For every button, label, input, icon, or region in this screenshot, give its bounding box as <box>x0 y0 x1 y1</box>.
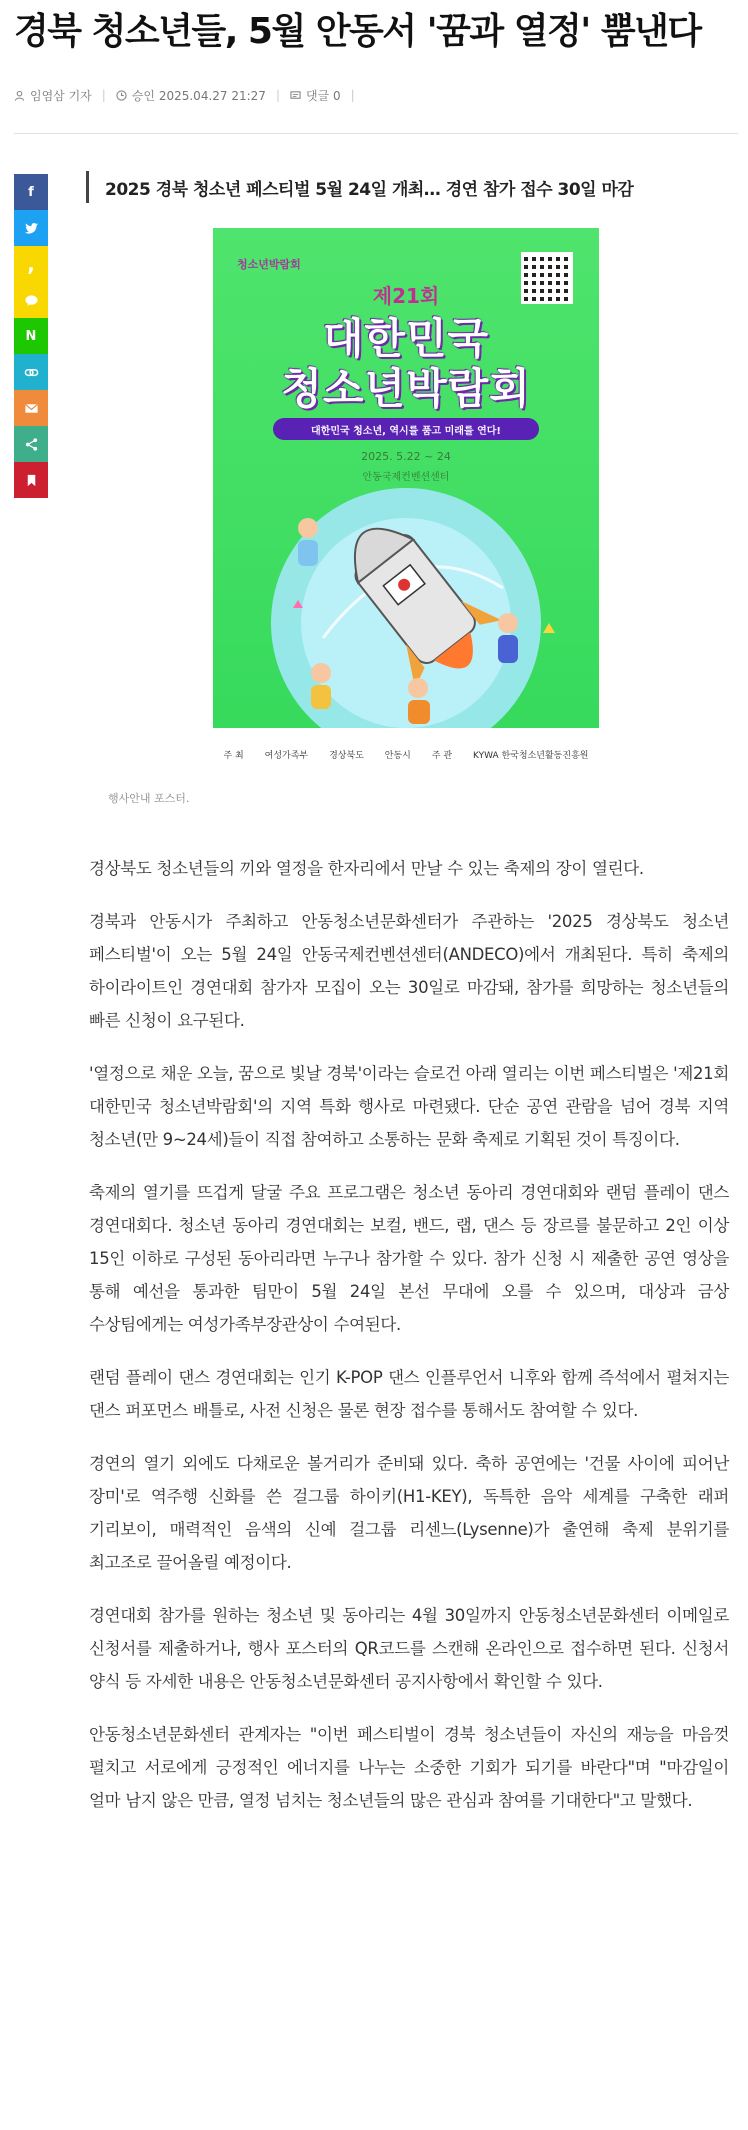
poster-title-line1: 대한민국 <box>322 314 490 363</box>
comments-count: 댓글 0 <box>305 88 341 103</box>
approval-text: 승인 2025.04.27 21:27 <box>131 88 266 103</box>
sponsor-label: 주 최 <box>223 750 244 761</box>
article-paragraph: 경북과 안동시가 주최하고 안동청소년문화센터가 주관하는 '2025 경상북도 청소년 페스티벌'이 오는 5월 24일 안동국제컨벤션센터(ANDECO)에서 개최된다. 특히 축제의 하이라이트인 경연대회 참가자 모집이 오는 30일로 마감돼, 참가를 희망하는 청소년들의 빠른 신청이 요구된다. <box>89 912 729 1030</box>
meta-divider: | <box>275 88 280 102</box>
article-subhead: 2025 경북 청소년 페스티벌 5월 24일 개최… 경연 참가 접수 30일 마감 <box>86 171 633 203</box>
sponsor-logo: 여성가족부 <box>264 750 309 761</box>
kakaotalk-icon <box>24 293 39 308</box>
organizer-logo: KYWA 한국청소년활동진흥원 <box>473 750 589 761</box>
article-paragraph: 경연의 열기 외에도 다채로운 볼거리가 준비돼 있다. 축하 공연에는 '건물 사이에 피어난 장미'로 역주행 신화를 쓴 걸그룹 하이키(H1-KEY), 독특한 음악 세계를 구축한 래퍼 기리보이, 매력적인 음색의 신예 걸그룹 리센느(Lysenne)가 출연해 축제 분위기를 최고조로 끌어올릴 예정이다. <box>89 1454 729 1572</box>
more-share-button[interactable] <box>14 426 48 462</box>
facebook-share-button[interactable] <box>14 174 48 210</box>
kakaostory-icon: , <box>27 252 35 276</box>
naver-band-share-button[interactable] <box>14 318 48 354</box>
article-body <box>89 852 729 1837</box>
poster-sponsors <box>213 728 599 780</box>
poster-logo: 청소년박람회 <box>237 258 301 271</box>
clock-icon <box>116 90 127 101</box>
organizer-label: 주 관 <box>431 750 453 761</box>
article-paragraph: 축제의 열기를 뜨겁게 달굴 주요 프로그램은 청소년 동아리 경연대회와 랜덤 플레이 댄스 경연대회다. 청소년 동아리 경연대회는 보컬, 밴드, 랩, 댄스 등 장르를 불문하고 2인 이상 15인 이하로 구성된 동아리라면 누구나 참가할 수 있다. 참가 신청 시 제출한 공연 영상을 통해 예선을 통과한 팀만이 5월 24일 본선 무대에 오를 수 있으며, 대상과 금상 수상팀에게는 여성가족부장관상이 수여된다. <box>89 1183 729 1334</box>
mail-icon <box>24 401 39 416</box>
link-icon <box>24 365 39 380</box>
email-share-button[interactable] <box>14 390 48 426</box>
copy-link-button[interactable] <box>14 354 48 390</box>
article-paragraph: 랜덤 플레이 댄스 경연대회는 인기 K-POP 댄스 인플루언서 니후와 함께 즉석에서 펼쳐지는 댄스 퍼포먼스 배틀로, 사전 신청은 물론 현장 접수를 통해서도 참여할 수 있다. <box>89 1368 729 1420</box>
article-paragraph: '열정으로 채운 오늘, 꿈으로 빛날 경북'이라는 슬로건 아래 열리는 이번 페스티벌은 '제21회 대한민국 청소년박람회'의 지역 특화 행사로 마련됐다. 단순 공연 관람을 넘어 경북 지역 청소년(만 9~24세)들이 직접 참여하고 소통하는 문화 축제로 기획된 것이 특징이다. <box>89 1064 729 1149</box>
article-meta <box>14 84 365 106</box>
user-icon <box>14 90 25 101</box>
twitter-share-button[interactable] <box>14 210 48 246</box>
article-headline: 경북 청소년들, 5월 안동서 '꿈과 열정' 뿜낸다 <box>14 11 701 52</box>
bookmark-button[interactable] <box>14 462 48 498</box>
event-poster-image <box>213 228 599 780</box>
article-paragraph: 경상북도 청소년들의 끼와 열정을 한자리에서 만날 수 있는 축제의 장이 열린다. <box>89 859 644 878</box>
kakaostory-share-button[interactable] <box>14 246 48 282</box>
bookmark-icon <box>24 473 39 488</box>
meta-divider: | <box>350 88 355 102</box>
poster-slogan: 대한민국 청소년, 역시를 품고 미래를 연다! <box>273 418 539 440</box>
naver-icon: N <box>25 328 37 344</box>
article-paragraph: 안동청소년문화센터 관계자는 "이번 페스티벌이 경북 청소년들이 자신의 재능을 마음껏 펼치고 서로에게 긍정적인 에너지를 나누는 소중한 기회가 되기를 바란다"며 "마감일이 얼마 남지 않은 만큼, 열정 넘치는 청소년들의 많은 관심과 참여를 기대한다"고 말했다. <box>89 1725 729 1810</box>
author-name: 임염삼 기자 <box>30 88 92 103</box>
facebook-icon: f <box>28 184 34 200</box>
poster-dates: 2025. 5.22 ~ 24 <box>361 450 451 463</box>
comments-link[interactable] <box>290 87 341 104</box>
poster-edition: 제21회 <box>372 284 440 308</box>
poster-venue: 안동국제컨벤션센터 <box>362 472 450 483</box>
kakaotalk-share-button[interactable] <box>14 282 48 318</box>
sponsor-logo: 경상북도 <box>329 750 364 761</box>
meta-divider: | <box>101 88 106 102</box>
author <box>14 87 92 104</box>
image-caption: 행사안내 포스터. <box>108 792 190 805</box>
twitter-icon <box>24 221 39 236</box>
approval-time <box>116 87 266 104</box>
sponsor-logo: 안동시 <box>384 750 411 761</box>
comment-icon <box>290 90 301 101</box>
share-icon <box>24 437 39 452</box>
article-paragraph: 경연대회 참가를 원하는 청소년 및 동아리는 4월 30일까지 안동청소년문화센터 이메일로 신청서를 제출하거나, 행사 포스터의 QR코드를 스캔해 온라인으로 접수하면 된다. 신청서 양식 등 자세한 내용은 안동청소년문화센터 공지사항에서 확인할 수 있다. <box>89 1606 729 1691</box>
header-divider <box>14 133 738 134</box>
poster-title-line2: 청소년박람회 <box>281 364 531 413</box>
share-toolbar <box>14 174 48 498</box>
